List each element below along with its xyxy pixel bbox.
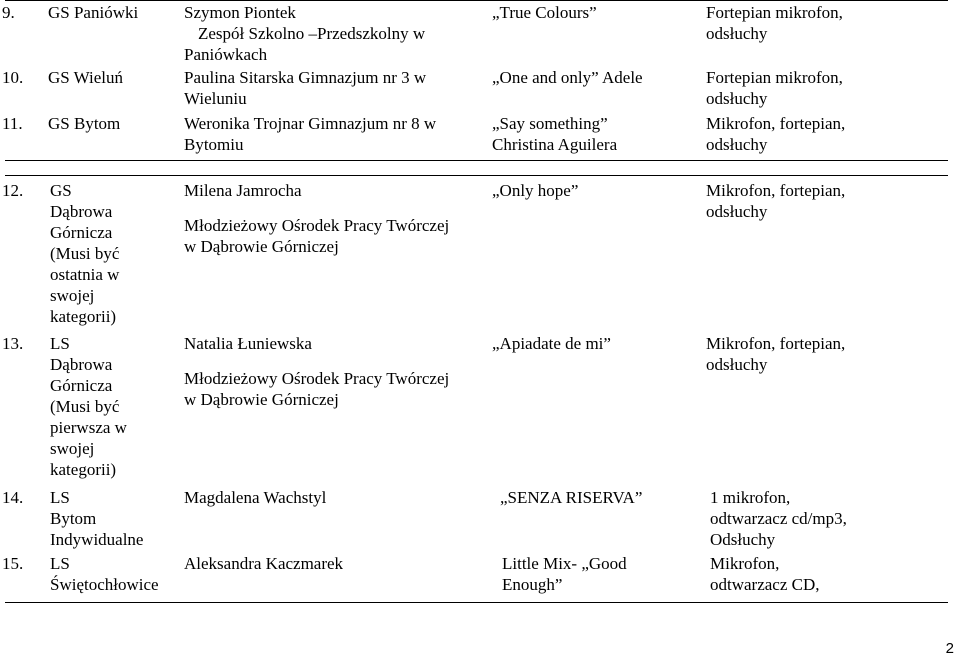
participant-cell [184, 487, 484, 508]
equipment-cell [710, 553, 950, 595]
school-text: Dąbrowa [50, 355, 113, 374]
song-title: Enough” [502, 575, 563, 594]
school-text: (Musi być [50, 244, 120, 263]
table-border-top [5, 0, 948, 1]
song-title: „Apiadate de mi” [492, 334, 611, 353]
participant-school: Wieluniu [184, 89, 247, 108]
school-text: LS [50, 488, 70, 507]
row-number: 11. [2, 114, 23, 133]
equipment-text: odtwarzacz cd/mp3, [710, 509, 847, 528]
song-title: Little Mix- „Good [502, 554, 627, 573]
participant-school: Bytomiu [184, 135, 244, 154]
song-title: „Say something” [492, 114, 608, 133]
equipment-cell [706, 180, 946, 222]
song-cell [492, 2, 702, 23]
school-text: kategorii) [50, 460, 117, 479]
participant-name: Szymon Piontek [184, 3, 296, 22]
row-number: 13. [2, 334, 24, 353]
participant-name: Weronika Trojnar Gimnazjum nr 8 w [184, 114, 437, 133]
song-cell [492, 67, 702, 88]
equipment-text: Mikrofon, fortepian, [706, 181, 846, 200]
row-number: 10. [2, 68, 24, 87]
participant-school: w Dąbrowie Górniczej [184, 237, 339, 256]
school-text: Indywidualne [50, 530, 144, 549]
song-title: „Only hope” [492, 181, 579, 200]
table-border-top [5, 175, 948, 176]
song-cell [492, 180, 702, 201]
equipment-text: odsłuchy [706, 24, 768, 43]
school-text: GS Wieluń [48, 68, 124, 87]
participant-school: Paniówkach [184, 45, 268, 64]
participant-name: Paulina Sitarska Gimnazjum nr 3 w [184, 68, 427, 87]
school-text: kategorii) [50, 307, 117, 326]
row-number: 15. [2, 554, 24, 573]
song-title: „One and only” Adele [492, 68, 643, 87]
participant-school: w Dąbrowie Górniczej [184, 390, 339, 409]
table-border-bottom [5, 602, 948, 603]
song-title: „SENZA RISERVA” [500, 488, 643, 507]
equipment-cell [706, 2, 946, 44]
equipment-text: Odsłuchy [710, 530, 776, 549]
participant-cell [184, 553, 484, 574]
school-text: swojej [50, 439, 95, 458]
school-text: swojej [50, 286, 95, 305]
equipment-text: Fortepian mikrofon, [706, 68, 843, 87]
participant-name: Magdalena Wachstyl [184, 488, 327, 507]
school-text: Świętochłowice [50, 575, 159, 594]
equipment-text: odsłuchy [706, 355, 768, 374]
school-text: Górnicza [50, 223, 113, 242]
song-cell [492, 333, 702, 354]
participant-name: Natalia Łuniewska [184, 334, 312, 353]
participant-school: Zespół Szkolno –Przedszkolny w [198, 24, 426, 43]
equipment-text: Fortepian mikrofon, [706, 3, 843, 22]
school-text: Dąbrowa [50, 202, 113, 221]
participant-school: Młodzieżowy Ośrodek Pracy Twórczej [184, 369, 450, 388]
school-text: GS [50, 181, 72, 200]
page-number: 2 [945, 640, 954, 657]
participant-cell [184, 113, 484, 155]
school-text: Górnicza [50, 376, 113, 395]
equipment-cell [706, 333, 946, 375]
school-text: ostatnia w [50, 265, 120, 284]
school-text: GS Bytom [48, 114, 121, 133]
school-text: Bytom [50, 509, 97, 528]
song-title: „True Colours” [492, 3, 597, 22]
school-text: (Musi być [50, 397, 120, 416]
school-text: pierwsza w [50, 418, 127, 437]
song-cell [492, 113, 702, 155]
equipment-text: odtwarzacz CD, [710, 575, 820, 594]
participant-name: Aleksandra Kaczmarek [184, 554, 344, 573]
equipment-cell [706, 113, 946, 155]
equipment-cell [706, 67, 946, 109]
row-number: 12. [2, 181, 24, 200]
participant-cell [184, 180, 484, 257]
equipment-text: Mikrofon, fortepian, [706, 334, 846, 353]
participant-name: Milena Jamrocha [184, 181, 302, 200]
song-artist: Christina Aguilera [492, 135, 618, 154]
equipment-text: odsłuchy [706, 135, 768, 154]
participant-cell [184, 67, 484, 109]
participant-cell [184, 333, 484, 410]
school-text: LS [50, 554, 70, 573]
equipment-text: 1 mikrofon, [710, 488, 791, 507]
equipment-text: odsłuchy [706, 202, 768, 221]
equipment-text: Mikrofon, [710, 554, 780, 573]
school-text: LS [50, 334, 70, 353]
participant-cell [184, 2, 484, 65]
row-number: 9. [2, 3, 15, 22]
table-border-bottom [5, 160, 948, 161]
equipment-cell [710, 487, 950, 550]
song-cell [502, 553, 712, 595]
participant-school: Młodzieżowy Ośrodek Pracy Twórczej [184, 216, 450, 235]
school-text: GS Paniówki [48, 3, 139, 22]
song-cell [492, 487, 702, 508]
equipment-text: odsłuchy [706, 89, 768, 108]
equipment-text: Mikrofon, fortepian, [706, 114, 846, 133]
row-number: 14. [2, 488, 24, 507]
